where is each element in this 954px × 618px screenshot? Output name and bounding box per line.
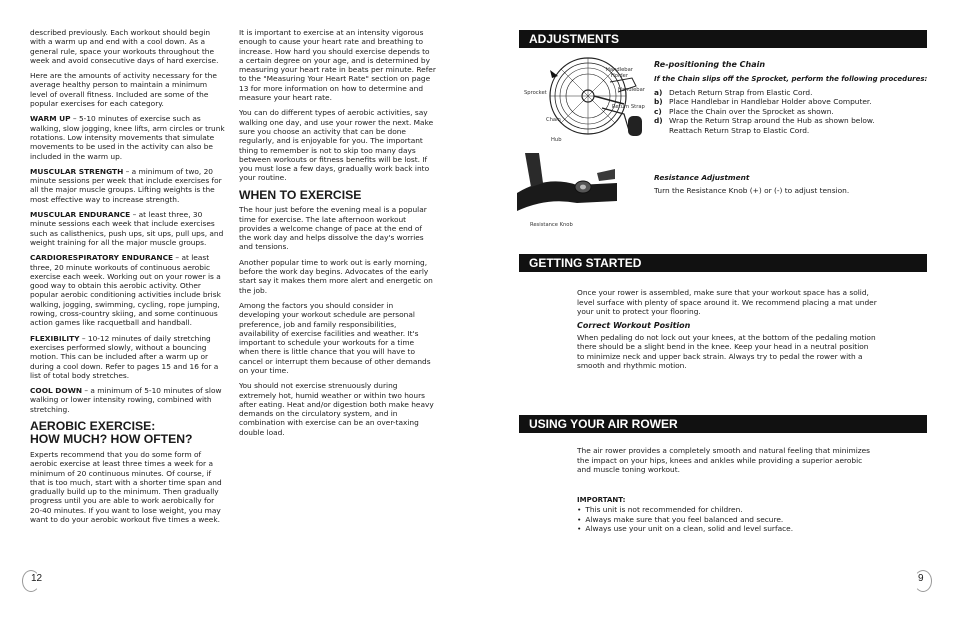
caption-hub: Hub	[551, 137, 562, 143]
adjustments-instructions	[654, 60, 929, 135]
resistance-adjustment-text: Turn the Resistance Knob (+) or (-) to adjust tension.	[654, 186, 850, 195]
factors-paragraph: Among the factors you should consider in developing your workout schedule are personal preference, job and family responsibilities, availability of exercise facilities and weather. It's important to schedule your workouts for a time when there is little chance that you will have to cancel or interrupt them because of other demands on your time.	[239, 300, 431, 375]
step-b	[654, 97, 929, 107]
resistance-adjustment-title: Resistance Adjustment	[654, 173, 750, 182]
left-column-1	[30, 28, 227, 530]
weather-paragraph: You should not exercise strenuously during extremely hot, humid weather or within two hours after eating. Heat and/or digestion both make heavy demands on the circulatory system, and in combination with exercise can be an over-taxing double load.	[239, 381, 434, 437]
list-item: • Always make sure that you feel balanced and secure.	[577, 515, 877, 525]
air-rower-header: USING YOUR AIR ROWER	[519, 415, 927, 433]
getting-started-paragraph: Once your rower is assembled, make sure that your workout space has a solid, level surface with plenty of space around it. We recommend placing a mat under your unit to protect your flooring.	[577, 288, 877, 316]
step-d-text-2: Reattach Return Strap to Elastic Cord.	[669, 125, 810, 135]
adjustments-header: ADJUSTMENTS	[519, 30, 927, 48]
warm-up-label: WARM UP	[30, 114, 71, 124]
cardio-text: – at least three, 20 minute workouts of continuous aerobic exercise each week. Working out on your rower is a good way to obtain this aerobic activity. Other popular aerobic conditioning activities include brisk walking, jogging, swimming, cycling, rope jumping, rowing, cross-country skiing, and some continuous action games like racquetball and handball.	[30, 253, 221, 328]
muscular-endurance-text: – at least three, 30 minute sessions each week that include exercises such as calisthenics, push ups, sit ups, pull ups, and weight training for all the major muscle groups.	[30, 210, 224, 247]
caption-handlebar-holder-line-2: Holder	[610, 73, 629, 79]
cardio-paragraph	[30, 253, 227, 327]
muscular-strength-paragraph	[30, 167, 227, 204]
caption-handlebar-holder	[606, 67, 633, 79]
caption-handlebar: Handlebar	[618, 87, 645, 93]
step-d-text: Wrap the Return Strap around the Hub as shown below.	[669, 116, 875, 125]
getting-started-header: GETTING STARTED	[519, 254, 927, 272]
muscular-strength-text: – a minimum of two, 20 minute sessions per week that include exercises for all the major muscle groups. Lifting weights is the most effective way to increase strength.	[30, 166, 222, 204]
air-rower-body	[577, 446, 877, 534]
step-d	[654, 116, 929, 135]
flexibility-paragraph	[30, 334, 227, 380]
chain-intro: If the Chain slips off the Sprocket, perform the following procedures:	[654, 75, 928, 83]
step-c-text: Place the Chain over the Sprocket as shown.	[669, 106, 834, 116]
caption-resistance-knob: Resistance Knob	[530, 222, 573, 228]
when-to-exercise-heading: WHEN TO EXERCISE	[239, 187, 362, 202]
step-b-key: b)	[654, 97, 663, 106]
important-list	[577, 505, 877, 534]
caption-sprocket: Sprocket	[524, 90, 547, 96]
step-a-text: Detach Return Strap from Elastic Cord.	[669, 87, 813, 97]
repositioning-chain-title: Re-positioning the Chain	[654, 60, 766, 69]
cool-down-label: COOL DOWN	[30, 386, 83, 396]
flexibility-label: FLEXIBILITY	[30, 333, 80, 343]
caption-return-strap: Return Strap	[612, 104, 645, 110]
getting-started-body	[577, 288, 877, 371]
step-b-text: Place Handlebar in Handlebar Holder above Computer.	[669, 97, 872, 106]
left-column-2	[239, 28, 436, 443]
step-a	[654, 88, 929, 98]
resistance-adjustment	[654, 173, 929, 196]
aerobic-heading-line-1: AEROBIC EXERCISE:	[30, 418, 156, 433]
step-a-key: a)	[654, 87, 663, 97]
cardio-label: CARDIORESPIRATORY ENDURANCE	[30, 253, 174, 263]
correct-workout-position-title: Correct Workout Position	[577, 320, 691, 330]
workout-position-paragraph: When pedaling do not lock out your knees, at the bottom of the pedaling motion there should be a slight bend in the knee. Keep your head in a neutral position to minimize neck and upper back strain. Always try to pedal the rower with a smooth and rhythmic motion.	[577, 332, 876, 370]
muscular-endurance-paragraph	[30, 210, 227, 247]
amounts-paragraph: Here are the amounts of activity necessary for the average healthy person to maintain a minimum level of overall fitness. Included are some of the popular exercises for each category.	[30, 71, 217, 109]
resistance-knob-photo	[517, 153, 617, 218]
evening-paragraph: The hour just before the evening meal is a popular time for exercise. The late afternoon workout provides a welcome change of pace at the end of the work day and helps dissolve the day's worries and tensions.	[239, 205, 427, 252]
activities-paragraph: You can do different types of aerobic activities, say walking one day, and use your rower the next. Make sure you choose an activity that can be done regularly, and is enjoyable for you. The important thing to remember is not to skip too many days between workouts or fitness benefits will be lost. If you must lose a few days, gradually work back into your routine.	[239, 108, 434, 183]
intensity-paragraph: It is important to exercise at an intensity vigorous enough to cause your heart rate and breathing to increase. How hard you should exercise depends to a certain degree on your age, and is determined by measuring your heart rate in beats per minute. Refer to the "Measuring Your Heart Rate" section on page 13 for more information on how to determine and measure your heart rate.	[239, 28, 436, 103]
cool-down-text: – a minimum of 5-10 minutes of slow walking or lower intensity rowing, combined with stretching.	[30, 386, 222, 414]
list-item: • Always use your unit on a clean, solid and level surface.	[577, 524, 877, 534]
morning-paragraph: Another popular time to work out is early morning, before the work day begins. Advocates of the early start say it makes them more alert and energetic on the job.	[239, 257, 433, 295]
rower-chain-diagram	[540, 52, 650, 144]
muscular-endurance-label: MUSCULAR ENDURANCE	[30, 210, 131, 220]
step-d-key: d)	[654, 116, 663, 125]
warm-up-paragraph	[30, 114, 227, 160]
caption-chain: Chain	[546, 117, 561, 123]
caption-handlebar-holder-line-1: Handlebar	[606, 67, 633, 73]
aerobic-heading-line-2: HOW MUCH? HOW OFTEN?	[30, 432, 193, 447]
aerobic-heading	[30, 420, 227, 447]
list-item: • This unit is not recommended for children.	[577, 505, 877, 515]
left-page-number: 12	[31, 573, 43, 584]
intro-paragraph: described previously. Each workout should begin with a warm up and end with a cool down. As a general rule, space your workouts throughout the week and avoid consecutive days of hard exercise.	[30, 28, 219, 65]
warm-up-text: – 5-10 minutes of exercise such as walking, slow jogging, knee lifts, arm circles or trunk rotations. Low intensity movements that simulate movements to be used in the activity can also be included in the warm up.	[30, 114, 225, 161]
flexibility-text: – 10-12 minutes of daily stretching exercises performed slowly, without a bouncing motion. This can be included after a warm up or during a cool down. Refer to pages 15 and 16 for a list of total body stretches.	[30, 333, 219, 380]
right-page-number: 9	[918, 573, 924, 584]
important-label: IMPORTANT:	[577, 495, 626, 504]
air-rower-paragraph: The air rower provides a completely smooth and natural feeling that minimizes the impact on your hips, knees and ankles while providing a superior aerobic and muscle toning workout.	[577, 446, 871, 474]
step-c-key: c)	[654, 106, 662, 116]
step-c	[654, 107, 929, 117]
muscular-strength-label: MUSCULAR STRENGTH	[30, 166, 124, 176]
aerobic-paragraph: Experts recommend that you do some form of aerobic exercise at least three times a week for a minimum of 20 continuous minutes. Of course, if that is too much, start with a shorter time span and gradually build up to the minimum. Then gradually progress until you are able to work aerobically for 20-40 minutes. If you want to lose weight, you may want to do your aerobic workout five times a week.	[30, 449, 222, 525]
cool-down-paragraph	[30, 386, 227, 414]
